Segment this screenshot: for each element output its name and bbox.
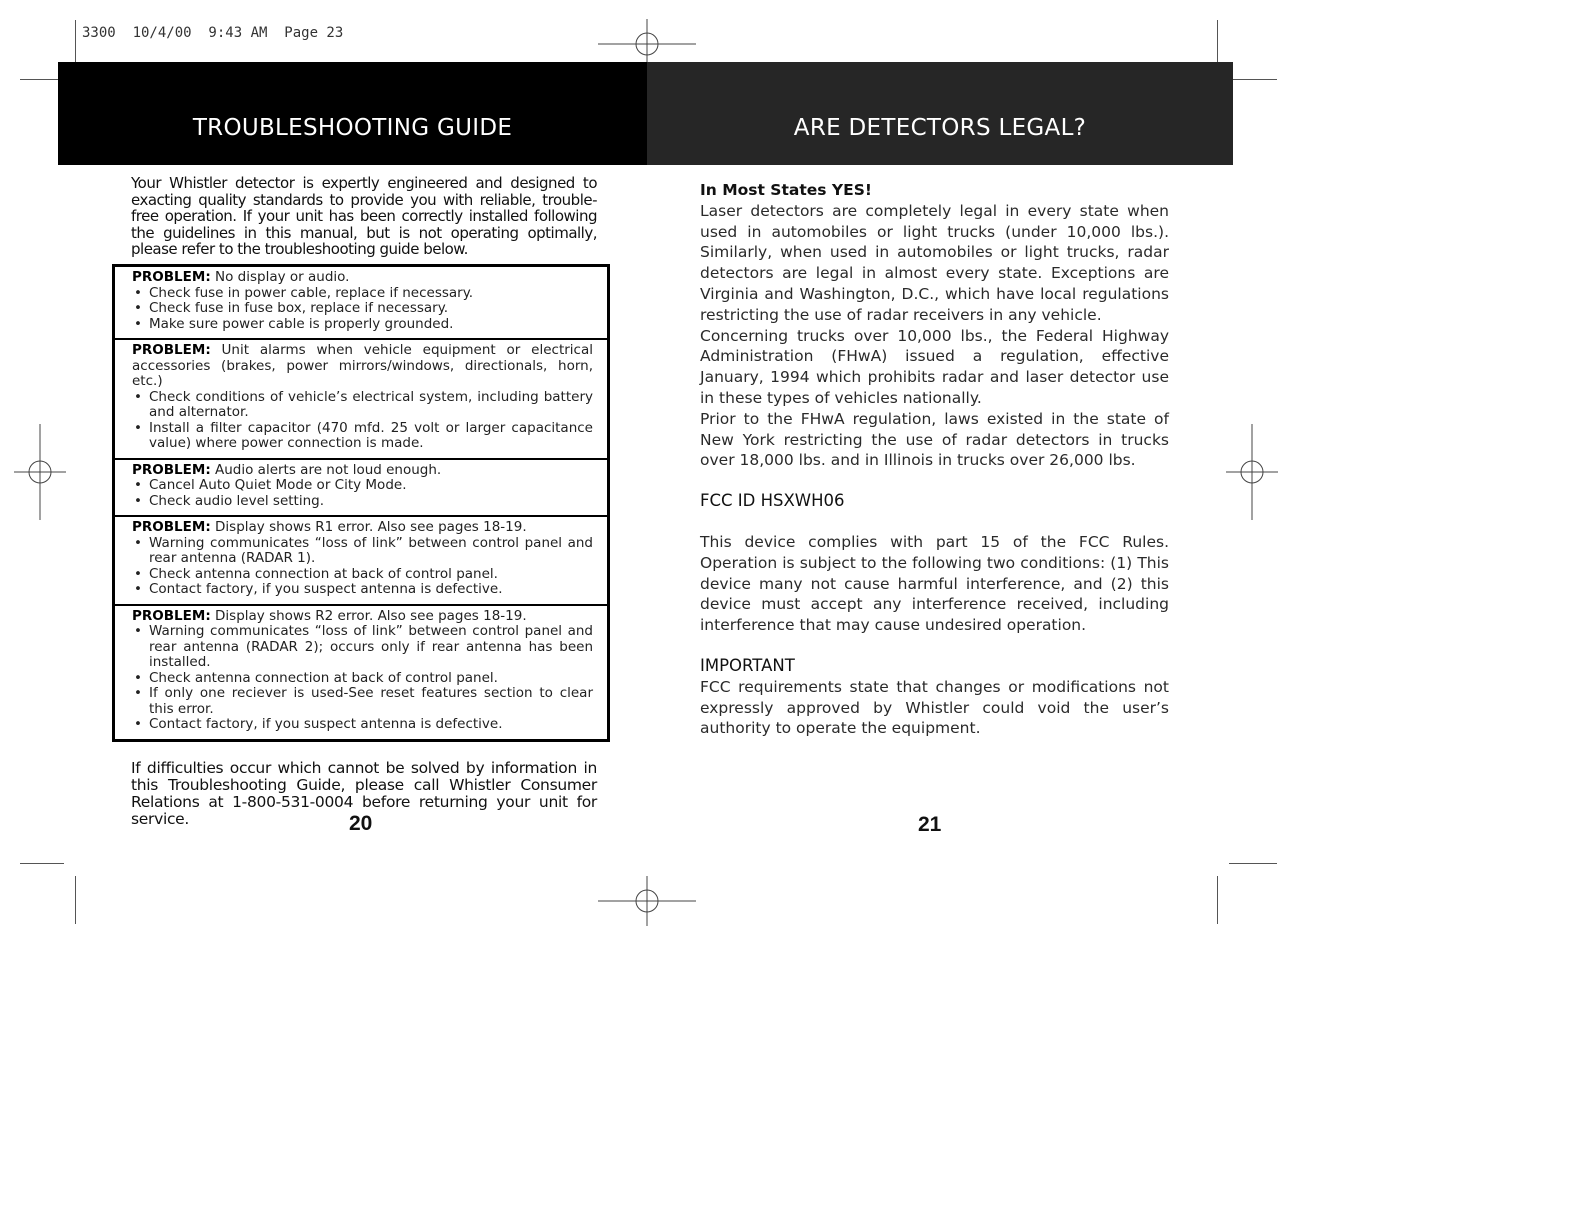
intro-paragraph: Your Whistler detector is expertly engineered and designed to exacting quality standards to provide you with reliable, trouble-free operation. If your unit has been correctly installed following the guidelines in this manual, but is not operating optimally, please refer to the troubleshooting guide below. (131, 174, 597, 258)
right-page-number: 21 (918, 813, 942, 836)
problem-block (115, 460, 607, 518)
list-item: • Make sure power cable is properly grounded. (132, 317, 593, 333)
list-item: • Check antenna connection at back of control panel. (132, 671, 593, 687)
crop-mark (1229, 863, 1277, 864)
registration-mark-icon (14, 424, 66, 520)
problem-title: Unit alarms when vehicle equipment or electrical accessories (brakes, power mirrors/windows, directionals, horn, etc.) (132, 342, 593, 389)
problem-label: PROBLEM: (132, 519, 211, 535)
fcc-id-title: FCC ID HSXWH06 (700, 491, 845, 511)
list-item: • If only one reciever is used-See reset features section to clear this error. (132, 686, 593, 717)
crop-mark (20, 863, 64, 864)
list-item: • Check antenna connection at back of control panel. (132, 567, 593, 583)
list-item: • Check conditions of vehicle’s electrical system, including battery and alternator. (132, 390, 593, 421)
problem-block (115, 517, 607, 606)
list-item: • Cancel Auto Quiet Mode or City Mode. (132, 478, 593, 494)
crop-mark (1217, 876, 1218, 924)
list-item: • Check fuse in power cable, replace if necessary. (132, 286, 593, 302)
problem-label: PROBLEM: (132, 461, 211, 478)
legal-paragraph: Prior to the FHwA regulation, laws existed in the state of New York restricting the use of radar detectors in trucks over 18,000 lbs. and in Illinois in trucks over 26,000 lbs. (700, 409, 1169, 470)
important-paragraph: FCC requirements state that changes or modifications not expressly approved by Whistler could void the user’s authority to operate the equipment. (700, 677, 1169, 738)
problem-block (115, 606, 607, 739)
problem-block (115, 267, 607, 340)
registration-mark-icon (598, 876, 696, 926)
left-page-heading: TROUBLESHOOTING GUIDE (58, 62, 647, 165)
troubleshooting-table (112, 264, 610, 742)
outro-paragraph: If difficulties occur which cannot be solved by information in this Troubleshooting Guide, please call Whistler Consumer Relations at 1-800-531-0004 before returning your unit for service. (131, 759, 597, 828)
list-item: • Contact factory, if you suspect antenna is defective. (132, 717, 593, 733)
problem-title: No display or audio. (215, 269, 350, 285)
problem-title: Display shows R2 error. Also see pages 18-19. (215, 607, 527, 624)
legal-paragraph: Laser detectors are completely legal in every state when used in automobiles or light trucks (under 10,000 lbs.). Similarly, when used in automobiles or light trucks, radar detectors are legal in almost every state. Exceptions are Virginia and Washington, D.C., which have local regulations restricting the use of radar receivers in any vehicle. (700, 201, 1169, 324)
list-item: • Check audio level setting. (132, 494, 593, 510)
right-page-heading: ARE DETECTORS LEGAL? (647, 62, 1233, 165)
printer-slug: 3300 10/4/00 9:43 AM Page 23 (82, 25, 344, 41)
list-item: • Contact factory, if you suspect antenna is defective. (132, 582, 593, 598)
list-item: • Install a filter capacitor (470 mfd. 25 volt or larger capacitance value) where power connection is made. (132, 421, 593, 452)
right-page-body (700, 180, 1169, 739)
list-item: • Warning communicates “loss of link” between control panel and rear antenna (RADAR 1). (132, 536, 593, 567)
crop-mark (1217, 20, 1218, 66)
section-title-states: In Most States YES! (700, 181, 872, 199)
crop-mark (75, 20, 76, 66)
fcc-paragraph: This device complies with part 15 of the FCC Rules. Operation is subject to the following two conditions: (1) This device many not cause harmful interference, and (2) this device must accept any interference received, including interference that may cause undesired operation. (700, 532, 1169, 635)
important-title: IMPORTANT (700, 655, 795, 675)
list-item: • Check fuse in fuse box, replace if necessary. (132, 301, 593, 317)
registration-mark-icon (1226, 424, 1278, 520)
problem-title: Audio alerts are not loud enough. (215, 461, 442, 478)
problem-label: PROBLEM: (132, 269, 211, 285)
crop-mark (75, 876, 76, 924)
left-page-number: 20 (349, 812, 373, 835)
problem-block (115, 340, 607, 460)
crop-mark (1229, 79, 1277, 80)
list-item: • Warning communicates “loss of link” between control panel and rear antenna (RADAR 2); occurs only if rear antenna has been installed. (132, 624, 593, 671)
problem-label: PROBLEM: (132, 342, 211, 358)
problem-title: Display shows R1 error. Also see pages 18-19. (215, 519, 527, 535)
legal-paragraph: Concerning trucks over 10,000 lbs., the Federal Highway Administration (FHwA) issued a regulation, effective January, 1994 which prohibits radar and laser detector use in these types of vehicles nationally. (700, 326, 1169, 407)
problem-label: PROBLEM: (132, 607, 211, 624)
